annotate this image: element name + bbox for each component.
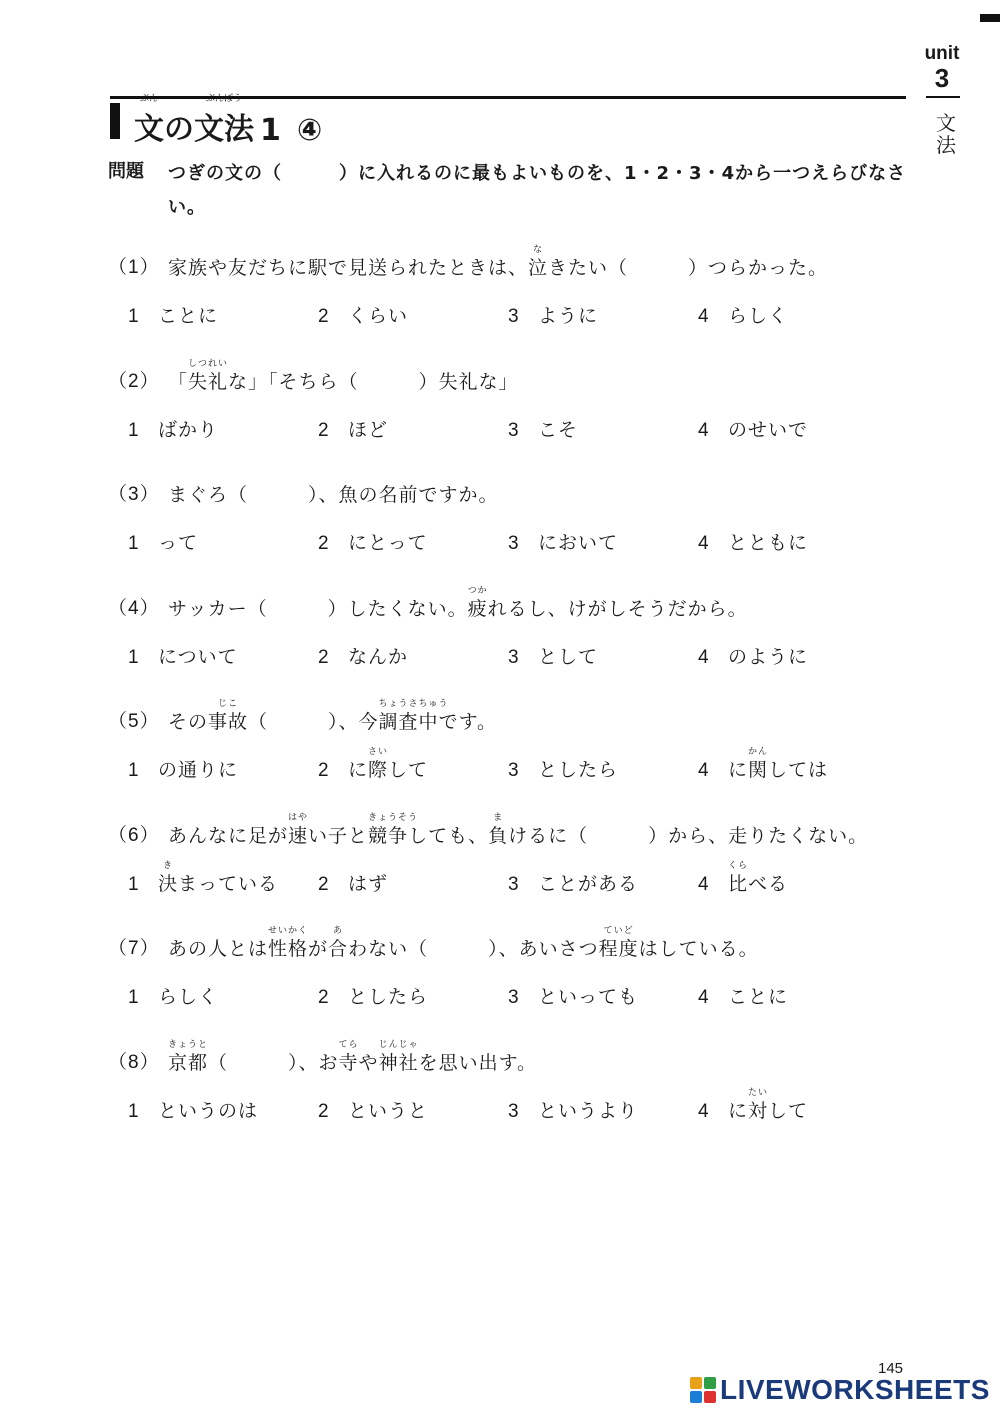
- furigana-word: [288, 813, 309, 850]
- unit-number: 3: [934, 63, 950, 93]
- title-part: [260, 113, 281, 148]
- furigana-word: [728, 861, 749, 898]
- furigana: き: [163, 861, 174, 871]
- text-segment: はしている。: [638, 938, 759, 960]
- question-number: （7）: [108, 938, 160, 959]
- option-text: [538, 986, 638, 1008]
- kanji-text: 合: [328, 938, 349, 960]
- option-text: [348, 986, 428, 1008]
- answer-option[interactable]: [508, 529, 618, 558]
- option-text: [158, 861, 279, 895]
- instruction-text: つぎの文の（ ）に入れるのに最もよいものを、1・2・3・4から一つえらびなさい。: [168, 163, 907, 218]
- title-text: 文法: [194, 112, 254, 147]
- text-segment: の通りに: [158, 759, 239, 781]
- text-segment: としたら: [538, 759, 619, 781]
- title-text: 文: [134, 112, 164, 147]
- furigana-word: [368, 747, 389, 784]
- furigana: つか: [467, 586, 488, 596]
- furigana: せいかく: [268, 926, 309, 936]
- answer-option[interactable]: [508, 643, 598, 672]
- text-segment: ことに: [158, 305, 219, 327]
- furigana: ていど: [603, 926, 634, 936]
- text-segment: （ ）、今: [248, 711, 379, 733]
- option-text: [348, 1100, 428, 1122]
- furigana-word: [748, 747, 769, 784]
- text-segment: や: [358, 1052, 379, 1074]
- furigana: ちょうさちゅう: [378, 699, 449, 709]
- answer-option[interactable]: [508, 302, 598, 331]
- furigana: な: [533, 245, 544, 255]
- option-text: [158, 532, 198, 554]
- option-text: [728, 1088, 809, 1122]
- option-text: [158, 646, 238, 668]
- option-number: 3: [508, 420, 520, 441]
- text-segment: ことがある: [538, 873, 639, 895]
- answer-option[interactable]: [128, 983, 218, 1012]
- text-segment: れるし、けがしそうだから。: [487, 598, 748, 620]
- furigana: くら: [728, 861, 749, 871]
- option-number: 3: [508, 306, 520, 327]
- option-text: [538, 759, 618, 781]
- answer-option[interactable]: [318, 643, 408, 672]
- text-segment: なんか: [348, 646, 409, 668]
- text-segment: はず: [348, 873, 389, 895]
- option-number: 4: [698, 874, 710, 895]
- furigana-word: [328, 926, 349, 963]
- furigana-word: [168, 1040, 209, 1077]
- text-segment: に: [348, 759, 369, 781]
- furigana-word: [208, 699, 249, 736]
- text-segment: しては: [768, 759, 829, 781]
- text-segment: に: [728, 1100, 749, 1122]
- unit-indicator: [912, 44, 972, 92]
- text-segment: にとって: [348, 532, 428, 554]
- text-segment: といっても: [538, 986, 639, 1008]
- kanji-text: 対: [748, 1100, 769, 1122]
- kanji-text: 際: [368, 759, 389, 781]
- kanji-text: 調査中: [378, 711, 439, 733]
- option-text: [728, 861, 789, 895]
- option-number: 4: [698, 533, 710, 554]
- question-number: （5）: [108, 711, 160, 732]
- furigana-word: [378, 699, 449, 736]
- answer-option[interactable]: [318, 302, 408, 331]
- text-segment: （ ）、お: [208, 1052, 339, 1074]
- furigana: かん: [748, 747, 769, 757]
- furigana: さい: [368, 747, 389, 757]
- answer-option[interactable]: [318, 529, 428, 558]
- unit-label: unit: [924, 43, 960, 64]
- answer-option[interactable]: [508, 1097, 638, 1126]
- option-number: 4: [698, 760, 710, 781]
- page-number: 145: [878, 1360, 904, 1377]
- option-number: 2: [318, 987, 330, 1008]
- option-text: [348, 873, 388, 895]
- furigana: きょうと: [168, 1040, 209, 1050]
- option-text: [158, 419, 218, 441]
- furigana: ま: [493, 813, 504, 823]
- text-segment: な」「そちら（ ）失礼な」: [228, 371, 519, 393]
- text-segment: きたい（ ）つらかった。: [548, 257, 829, 279]
- furigana: はや: [288, 813, 309, 823]
- kanji-text: 寺: [338, 1052, 359, 1074]
- kanji-text: 程度: [598, 938, 639, 960]
- question-text: [168, 586, 748, 623]
- kanji-text: 失礼: [188, 371, 229, 393]
- furigana: じんじゃ: [378, 1040, 419, 1050]
- title-part: [194, 94, 254, 148]
- option-number: 2: [318, 533, 330, 554]
- option-number: 1: [128, 1101, 140, 1122]
- kanji-text: 性格: [268, 938, 309, 960]
- question-text: [168, 1040, 538, 1077]
- question-number: （4）: [108, 598, 160, 619]
- question-number: （3）: [108, 484, 160, 505]
- option-text: [348, 747, 429, 781]
- answer-option[interactable]: [128, 416, 218, 445]
- corner-mark: [980, 14, 1000, 22]
- text-segment: とともに: [728, 532, 809, 554]
- answer-option[interactable]: [698, 1088, 809, 1126]
- text-segment: って: [158, 532, 199, 554]
- text-segment: わない（ ）、あいさつ: [348, 938, 599, 960]
- option-number: 1: [128, 306, 140, 327]
- option-number: 1: [128, 647, 140, 668]
- kanji-text: 疲: [467, 598, 488, 620]
- kanji-text: 関: [748, 759, 769, 781]
- text-segment: い子と: [308, 825, 369, 847]
- text-segment: のように: [728, 646, 809, 668]
- text-segment: まぐろ（ ）、魚の名前ですか。: [168, 484, 499, 506]
- title-furigana: ぶんぽう: [205, 94, 242, 104]
- text-segment: べる: [748, 873, 789, 895]
- option-text: [538, 873, 638, 895]
- question-text: [168, 359, 519, 396]
- text-segment: らしく: [158, 986, 219, 1008]
- text-segment: らしく: [728, 305, 789, 327]
- option-text: [728, 986, 788, 1008]
- text-segment: あの人とは: [168, 938, 269, 960]
- kanji-text: 速: [288, 825, 309, 847]
- furigana: じこ: [218, 699, 239, 709]
- furigana-word: [467, 586, 488, 623]
- answer-option[interactable]: [698, 416, 808, 445]
- option-number: 3: [508, 1101, 520, 1122]
- option-text: [538, 419, 578, 441]
- question-number: （1）: [108, 257, 160, 278]
- furigana-word: [188, 359, 229, 396]
- option-text: [348, 646, 408, 668]
- text-segment: について: [158, 646, 238, 668]
- unit-category-char: 文: [936, 111, 956, 135]
- question-number: （2）: [108, 371, 160, 392]
- furigana-word: [378, 1040, 419, 1077]
- option-text: [158, 1100, 258, 1122]
- text-segment: ことに: [728, 986, 789, 1008]
- furigana-word: [368, 813, 419, 850]
- header-bar: [110, 103, 120, 139]
- option-number: 2: [318, 760, 330, 781]
- text-segment: まっている: [178, 873, 279, 895]
- title-text: 1: [260, 113, 281, 148]
- furigana-word: [528, 245, 549, 282]
- text-segment: サッカー（ ）したくない。: [168, 598, 468, 620]
- text-segment: としたら: [348, 986, 429, 1008]
- unit-category: [934, 112, 958, 156]
- furigana-word: [748, 1088, 769, 1125]
- text-segment: を思い出す。: [418, 1052, 538, 1074]
- answer-option[interactable]: [698, 747, 829, 785]
- kanji-text: 競争: [368, 825, 409, 847]
- unit-category-char: 法: [936, 133, 956, 157]
- option-number: 4: [698, 647, 710, 668]
- question-number: （8）: [108, 1052, 160, 1073]
- text-segment: というのは: [158, 1100, 259, 1122]
- answer-option[interactable]: [128, 302, 218, 331]
- kanji-text: 神社: [378, 1052, 419, 1074]
- text-segment: ほど: [348, 419, 389, 441]
- option-number: 2: [318, 874, 330, 895]
- option-text: [728, 747, 829, 781]
- kanji-text: 負: [488, 825, 509, 847]
- kanji-text: 比: [728, 873, 749, 895]
- text-segment: しても、: [408, 825, 489, 847]
- option-number: 2: [318, 1101, 330, 1122]
- answer-option[interactable]: [508, 416, 578, 445]
- furigana-word: [158, 861, 179, 898]
- furigana-word: [338, 1040, 359, 1077]
- text-segment: です。: [438, 711, 498, 733]
- answer-option[interactable]: [508, 870, 638, 899]
- text-segment: ように: [538, 305, 599, 327]
- option-text: [158, 305, 218, 327]
- text-segment: というと: [348, 1100, 429, 1122]
- option-text: [728, 305, 788, 327]
- option-text: [538, 305, 598, 327]
- text-segment: 家族や友だちに駅で見送られたときは、: [168, 257, 529, 279]
- option-number: 1: [128, 987, 140, 1008]
- question-text: [168, 481, 499, 509]
- question-text: [168, 813, 869, 850]
- title-part: [164, 104, 194, 148]
- question-text: [168, 245, 829, 282]
- brand-logo: [690, 1374, 990, 1406]
- option-number: 1: [128, 874, 140, 895]
- option-number: 4: [698, 1101, 710, 1122]
- answer-option[interactable]: [128, 1097, 258, 1126]
- text-segment: に: [728, 759, 749, 781]
- title-text: の: [164, 112, 194, 147]
- option-number: 3: [508, 533, 520, 554]
- option-number: 4: [698, 306, 710, 327]
- brand-name: LIVEWORKSHEETS: [720, 1374, 990, 1405]
- furigana: たい: [748, 1088, 769, 1098]
- option-number: 1: [128, 533, 140, 554]
- option-number: 2: [318, 420, 330, 441]
- option-number: 3: [508, 987, 520, 1008]
- answer-option[interactable]: [128, 861, 279, 899]
- option-text: [728, 646, 808, 668]
- option-text: [728, 532, 808, 554]
- text-segment: その: [168, 711, 209, 733]
- answer-option[interactable]: [698, 529, 808, 558]
- option-number: 2: [318, 647, 330, 668]
- option-text: [728, 419, 808, 441]
- option-text: [348, 305, 408, 327]
- text-segment: して: [388, 759, 429, 781]
- answer-option[interactable]: [698, 861, 789, 899]
- option-number: 1: [128, 760, 140, 781]
- option-number: 2: [318, 306, 330, 327]
- answer-option[interactable]: [508, 756, 618, 785]
- option-text: [538, 532, 618, 554]
- option-number: 4: [698, 987, 710, 1008]
- kanji-text: 事故: [208, 711, 249, 733]
- answer-option[interactable]: [128, 756, 238, 785]
- furigana-word: [488, 813, 509, 850]
- answer-option[interactable]: [698, 983, 788, 1012]
- answer-option[interactable]: [508, 983, 638, 1012]
- answer-option[interactable]: [318, 983, 428, 1012]
- page-title: [134, 94, 323, 148]
- answer-option[interactable]: [128, 529, 198, 558]
- answer-option[interactable]: [318, 1097, 428, 1126]
- answer-option[interactable]: [128, 643, 238, 672]
- unit-divider: [926, 96, 960, 98]
- text-segment: というより: [538, 1100, 639, 1122]
- text-segment: において: [538, 532, 619, 554]
- furigana: てら: [338, 1040, 359, 1050]
- furigana: あ: [333, 926, 344, 936]
- title-part: [134, 94, 164, 148]
- option-text: [348, 532, 428, 554]
- furigana-word: [598, 926, 639, 963]
- instruction-label: 問題: [108, 161, 144, 182]
- answer-option[interactable]: [698, 302, 788, 331]
- option-number: 3: [508, 874, 520, 895]
- option-number: 1: [128, 420, 140, 441]
- option-text: [348, 419, 388, 441]
- option-number: 4: [698, 420, 710, 441]
- option-text: [538, 646, 598, 668]
- text-segment: 「: [168, 371, 189, 393]
- question-text: [168, 699, 498, 736]
- kanji-text: 決: [158, 873, 179, 895]
- question-number: （6）: [108, 825, 160, 846]
- kanji-text: 泣: [528, 257, 549, 279]
- option-number: 3: [508, 760, 520, 781]
- furigana: しつれい: [188, 359, 229, 369]
- answer-option[interactable]: [698, 643, 808, 672]
- text-segment: けるに（ ）から、走りたくない。: [508, 825, 869, 847]
- answer-option[interactable]: [318, 747, 429, 785]
- option-text: [158, 986, 218, 1008]
- question-text: [168, 926, 759, 963]
- answer-option[interactable]: [318, 416, 388, 445]
- text-segment: して: [768, 1100, 809, 1122]
- option-text: [158, 759, 238, 781]
- text-segment: あんなに足が: [168, 825, 289, 847]
- text-segment: として: [538, 646, 599, 668]
- text-segment: が: [308, 938, 329, 960]
- title-circled-number: ④: [296, 113, 323, 148]
- furigana-word: [268, 926, 309, 963]
- text-segment: ばかり: [158, 419, 219, 441]
- text-segment: こそ: [538, 419, 579, 441]
- text-segment: くらい: [348, 305, 409, 327]
- option-number: 3: [508, 647, 520, 668]
- furigana: きょうそう: [368, 813, 419, 823]
- liveworksheets-icon: [690, 1377, 716, 1403]
- kanji-text: 京都: [168, 1052, 209, 1074]
- text-segment: のせいで: [728, 419, 809, 441]
- option-text: [538, 1100, 638, 1122]
- answer-option[interactable]: [318, 870, 388, 899]
- title-furigana: ぶん: [139, 94, 158, 104]
